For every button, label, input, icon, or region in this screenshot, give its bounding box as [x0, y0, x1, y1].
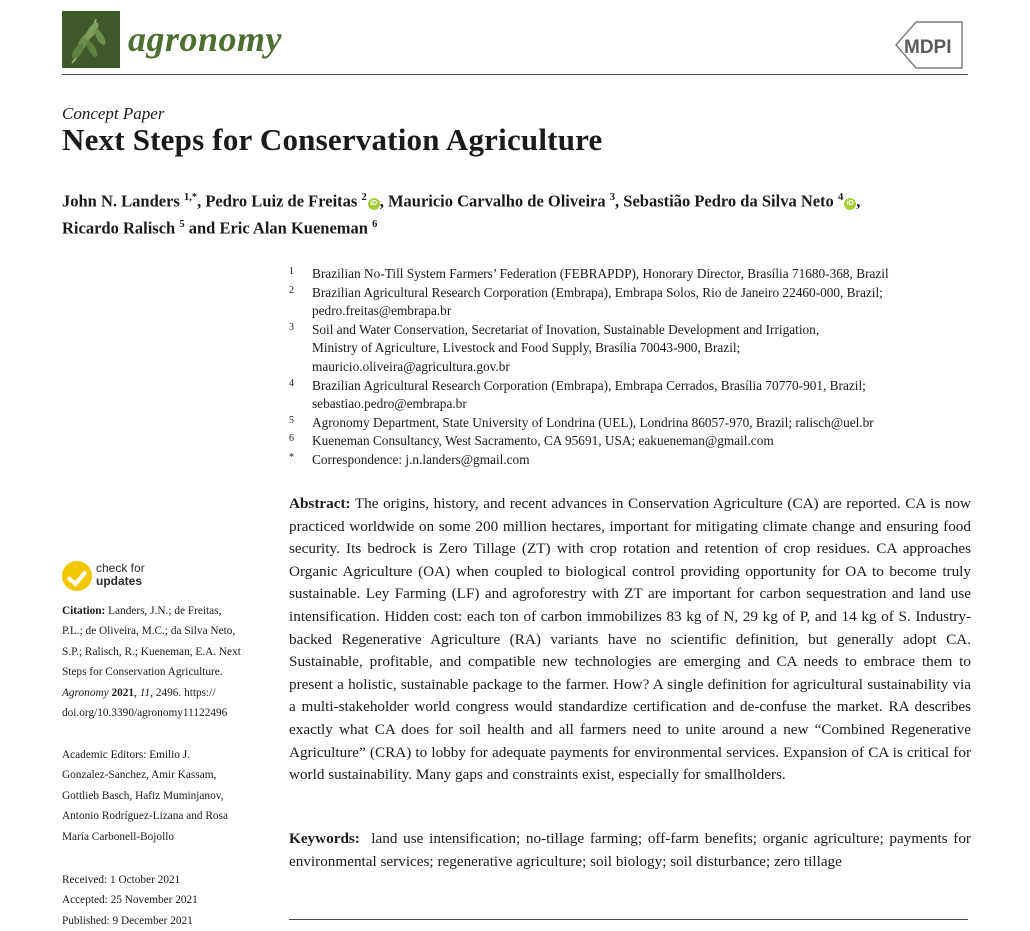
- affiliation-text: [312, 321, 969, 377]
- editors-line: Antonio Rodríguez-Lizana and Rosa: [62, 810, 228, 823]
- doi-link[interactable]: doi.org/10.3390/agronomy11122496: [62, 707, 228, 720]
- citation-line: Agronomy 2021, 11, 2496. https://: [62, 686, 216, 699]
- affiliation-text: [312, 432, 969, 451]
- affiliation-number: 2: [289, 284, 294, 296]
- orcid-icon[interactable]: iD: [844, 198, 856, 210]
- author-affiliation-ref: 6: [372, 218, 378, 230]
- affiliation-line: Ministry of Agriculture, Livestock and Food Supply, Brasília 70043-900, Brazil;: [312, 340, 741, 356]
- citation-line: Steps for Conservation Agriculture.: [62, 666, 223, 679]
- affiliation-item: [289, 432, 969, 451]
- dates-block: [62, 870, 282, 931]
- author-affiliation-ref: 1,*: [183, 192, 198, 203]
- affiliation-number: 4: [289, 377, 294, 389]
- affiliation-number: 5: [289, 414, 294, 426]
- affiliation-item: [289, 451, 969, 470]
- affiliation-text: [312, 377, 969, 414]
- affiliation-item: [289, 265, 969, 284]
- editors-line: Academic Editors: Emilio J.: [62, 749, 191, 761]
- keywords-text: land use intensification; no-tillage farming; off-farm benefits; organic agriculture; payments for environmental services; regenerative agriculture; soil biology; soil disturbance; zero tillage: [289, 830, 971, 870]
- affiliation-line[interactable]: sebastiao.pedro@embrapa.br: [312, 396, 467, 412]
- affiliation-number: 3: [289, 321, 294, 333]
- affiliation-line: Brazilian Agricultural Research Corporation (Embrapa), Embrapa Solos, Rio de Janeiro 22460-000, Brazil;: [312, 284, 883, 300]
- affiliation-line: Brazilian Agricultural Research Corporation (Embrapa), Embrapa Cerrados, Brasília 70770-901, Brazil;: [312, 377, 866, 393]
- check-for-updates-button[interactable]: [96, 562, 145, 588]
- accepted-date: Accepted: 25 November 2021: [62, 894, 198, 907]
- check-updates-line2: updates: [96, 574, 143, 588]
- author-name: Ricardo Ralisch: [62, 218, 180, 237]
- affiliation-line: Brazilian No-Till System Farmers’ Federation (FEBRAPDP), Honorary Director, Brasília 71680-368, Brazil: [312, 266, 889, 281]
- affiliation-number: *: [289, 451, 294, 463]
- mdpi-logo-text: MDPI: [904, 37, 952, 58]
- author-affiliation-ref: 2: [361, 192, 367, 203]
- author-affiliation-ref: 4: [837, 192, 844, 203]
- editors-line: María Carbonell-Bojollo: [62, 830, 175, 843]
- author-name: Mauricio Carvalho de Oliveira: [387, 191, 610, 211]
- affiliation-item: [289, 284, 969, 321]
- header-divider: [62, 74, 968, 75]
- article-type: Concept Paper: [62, 104, 165, 123]
- affiliation-number: 1: [289, 266, 294, 277]
- affiliation-number: 6: [289, 433, 294, 445]
- affiliation-item: [289, 414, 969, 433]
- citation-line: S.P.; Ralisch, R.; Kueneman, E.A. Next: [62, 645, 241, 658]
- wheat-leaf-icon: [62, 11, 120, 68]
- affiliation-line[interactable]: pedro.freitas@embrapa.br: [312, 303, 452, 319]
- academic-editors-block: [62, 745, 282, 847]
- affiliation-text: [312, 284, 969, 321]
- affiliation-text: [312, 265, 969, 284]
- article-title: Next Steps for Conservation Agriculture: [62, 122, 603, 157]
- author-name: John N. Landers: [62, 191, 184, 211]
- citation-line: P.L.; de Oliveira, M.C.; da Silva Neto,: [62, 625, 236, 638]
- author-affiliation-ref: 5: [179, 218, 185, 230]
- affiliation-item: [289, 377, 969, 414]
- affiliation-text: [312, 414, 969, 433]
- received-date: Received: 1 October 2021: [62, 874, 181, 886]
- affiliation-line[interactable]: Correspondence: j.n.landers@gmail.com: [312, 451, 530, 467]
- orcid-icon[interactable]: iD: [368, 198, 380, 210]
- author-name: Eric Alan Kueneman: [219, 218, 373, 237]
- affiliation-line[interactable]: mauricio.oliveira@agricultura.gov.br: [312, 358, 510, 374]
- editors-line: Gonzalez-Sanchez, Amir Kassam,: [62, 769, 217, 782]
- affiliation-line: Soil and Water Conservation, Secretariat of Inovation, Sustainable Development and Irrigation,: [312, 321, 820, 337]
- journal-logo: [62, 11, 120, 68]
- check-updates-line1: check for: [96, 561, 145, 575]
- keywords-label: Keywords:: [289, 830, 360, 847]
- affiliations-list: [289, 265, 969, 470]
- editors-line: Gottlieb Basch, Hafiz Muminjanov,: [62, 789, 224, 802]
- check-for-updates-icon[interactable]: [62, 561, 92, 591]
- keywords: [289, 828, 971, 873]
- citation-line: Landers, J.N.; de Freitas,: [108, 605, 222, 617]
- abstract-text: The origins, history, and recent advances in Conservation Agriculture (CA) are reported. CA is now practiced worldwide on some 200 million hectares, important for mitigating climate change and ensuring food security. Its bedrock is Zero Tillage (ZT) with crop rotation and retention of crop residues. CA approaches Organic Agriculture (OA) when coupled to biological control providing opportunity for OA to become truly sustainable. Ley Farming (LF) and agroforestry with ZT are important for carbon sequestration and land use intensification. Hidden cost: each ton of carbon immobilizes 83 kg of N, 29 kg of P, and 14 kg of S. Industry-backed Regenerative Agriculture (RA) variants have no scientific definition, but generally adopt CA. Sustainable, profitable, and compatible new technologies are emerging and CA needs to embrace them to present a holistic, sustainable package to the farmer. How? A single definition for agricultural sustainability via a multi-stakeholder world congress would standardize certification and de-confuse the market. RA describes exactly what CA does for soil health and all farmers need to unite around a new “Combined Regenerative Agriculture” (CRA) to lobby for adequate payments for environmental services. Expansion of CA is critical for world sustainability. Many gaps and constraints exist, especially for smallholders.: [289, 495, 971, 784]
- footer-divider: [289, 919, 968, 920]
- author-affiliation-ref: 3: [609, 192, 616, 203]
- author-list: John N. Landers $^{1,*}$, Pedro Luiz de Freitas $^2$ iD , Mauricio Carvalho de Oliveira $^3$, Sebastião Pedro da Silva Neto $^4$ iD , Ricardo Ralisch $^5$ and Eric Alan Kueneman $^6$: [62, 191, 861, 237]
- abstract-label: Abstract:: [289, 495, 351, 512]
- mdpi-logo: [892, 20, 968, 70]
- affiliation-item: [289, 321, 969, 377]
- citation-block: [62, 601, 282, 723]
- author-name: Sebastião Pedro da Silva Neto: [623, 191, 838, 211]
- published-date: Published: 9 December 2021: [62, 914, 193, 927]
- journal-name: agronomy: [128, 19, 283, 59]
- citation-label: Citation:: [62, 605, 106, 617]
- affiliation-line[interactable]: Kueneman Consultancy, West Sacramento, CA 95691, USA; eakueneman@gmail.com: [312, 433, 774, 449]
- author-name: Pedro Luiz de Freitas: [205, 191, 362, 211]
- abstract: [289, 493, 971, 787]
- affiliation-text: [312, 451, 969, 470]
- affiliation-line[interactable]: Agronomy Department, State University of Londrina (UEL), Londrina 86057-970, Brazil; ralisch@uel.br: [312, 414, 874, 430]
